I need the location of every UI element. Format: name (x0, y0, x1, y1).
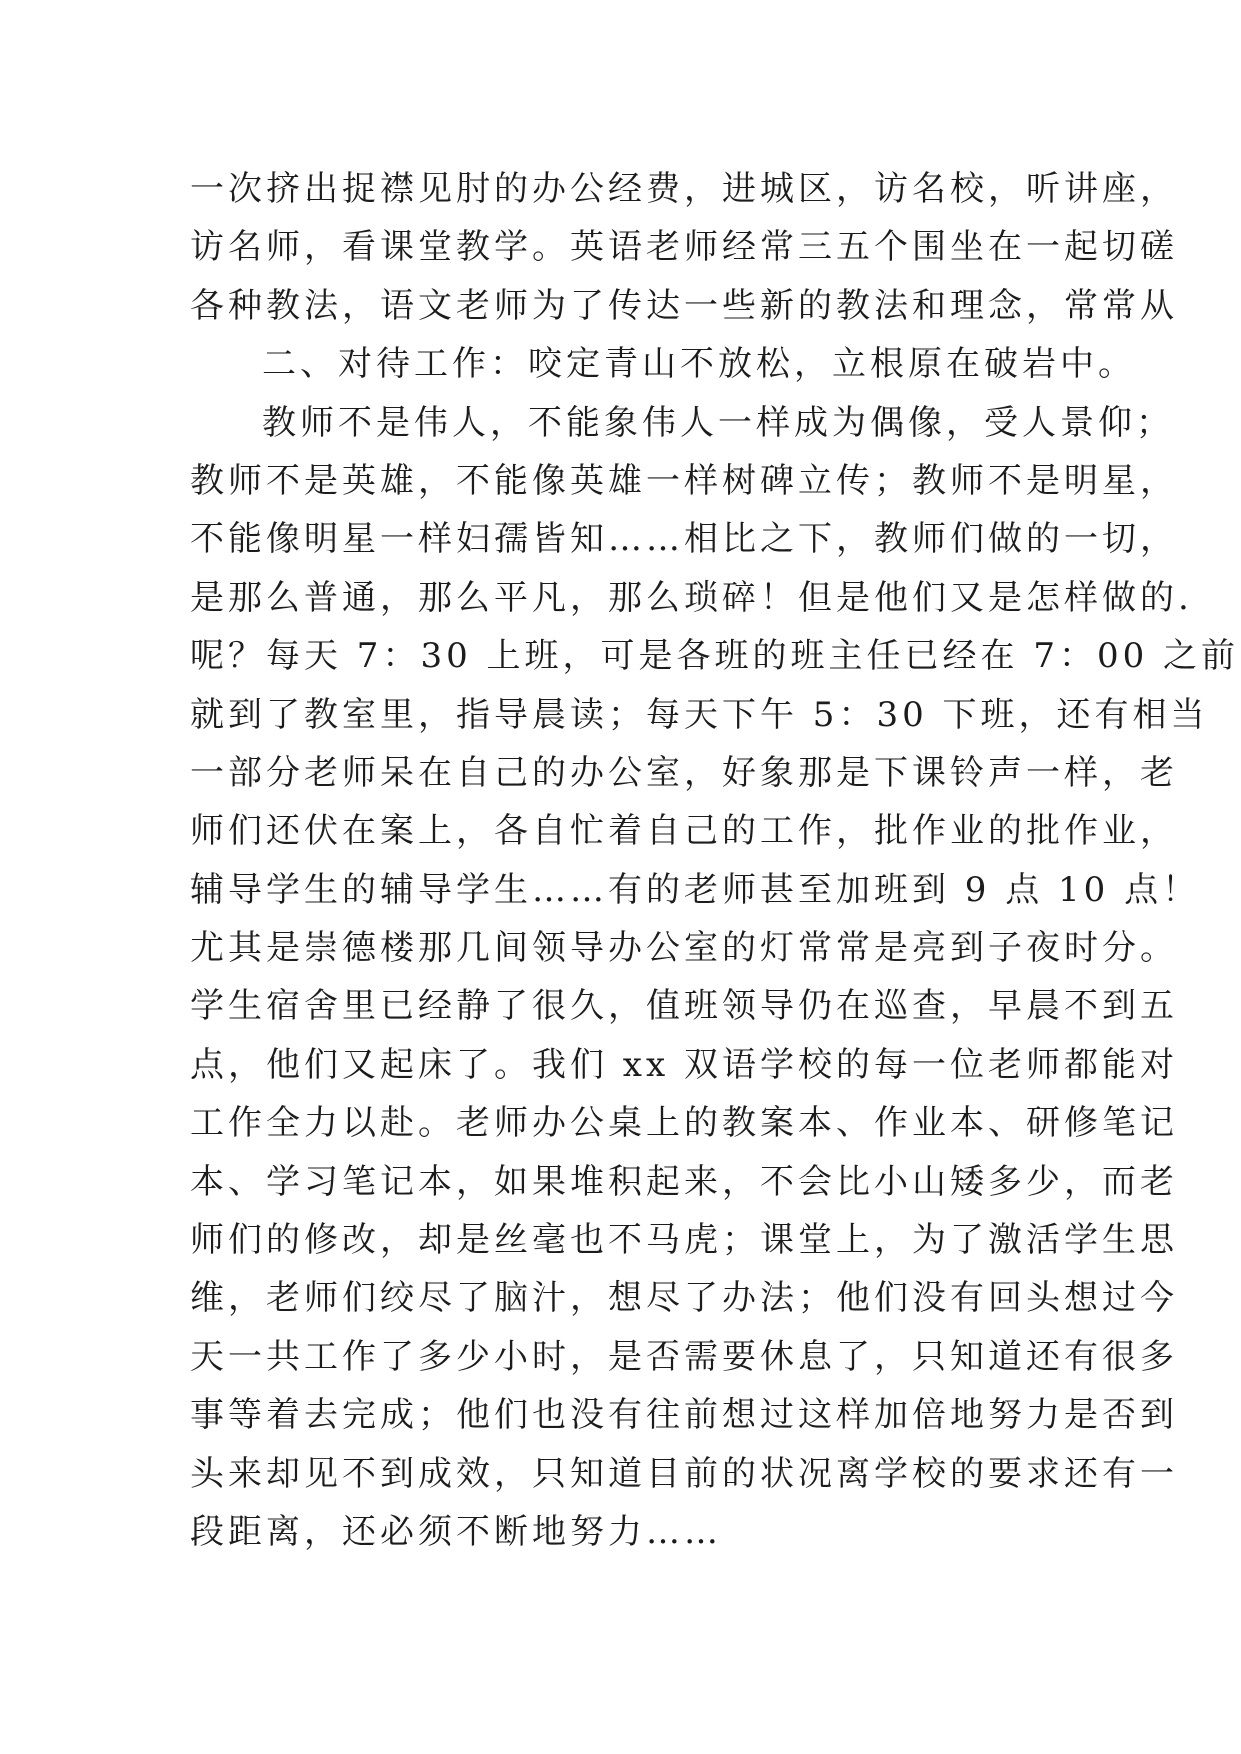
text-line: 点，他们又起床了。我们 xx 双语学校的每一位老师都能对 (190, 1044, 1178, 1085)
text-line: 尤其是崇德楼那几间领导办公室的灯常常是亮到子夜时分。 (190, 928, 1178, 969)
text-line: 段距离，还必须不断地努力…… (190, 1511, 722, 1552)
text-line: 本、学习笔记本，如果堆积起来，不会比小山矮多少，而老 (190, 1161, 1178, 1202)
text-line: 一次挤出捉襟见肘的办公经费，进城区，访名校，听讲座， (190, 169, 1178, 209)
text-line: 头来却见不到成效，只知道目前的状况离学校的要求还有一 (190, 1453, 1178, 1494)
text-line: 呢？每天 7：30 上班，可是各班的班主任已经在 7：00 之前 (190, 636, 1240, 677)
text-line: 一部分老师呆在自己的办公室，好象那是下课铃声一样，老 (190, 752, 1178, 793)
text-line: 学生宿舍里已经静了很久，值班领导仍在巡查，早晨不到五 (190, 986, 1178, 1027)
text-line: 师们还伏在案上，各自忙着自己的工作，批作业的批作业， (190, 811, 1178, 852)
text-line: 访名师，看课堂教学。英语老师经常三五个围坐在一起切磋 (190, 227, 1178, 268)
text-line: 教师不是伟人，不能象伟人一样成为偶像，受人景仰； (262, 402, 1174, 443)
text-line: 师们的修改，却是丝毫也不马虎；课堂上，为了激活学生思 (190, 1220, 1178, 1261)
text-line: 就到了教室里，指导晨读；每天下午 5：30 下班，还有相当 (190, 694, 1209, 735)
text-line: 是那么普通，那么平凡，那么琐碎！但是他们又是怎样做的. (190, 577, 1193, 618)
text-line: 工作全力以赴。老师办公桌上的教案本、作业本、研修笔记 (190, 1103, 1178, 1144)
text-line: 维，老师们绞尽了脑汁，想尽了办法；他们没有回头想过今 (190, 1278, 1178, 1319)
text-line: 各种教法，语文老师为了传达一些新的教法和理念，常常从 (190, 285, 1178, 326)
document-body (190, 160, 1240, 1561)
text-line: 不能像明星一样妇孺皆知……相比之下，教师们做的一切， (190, 519, 1178, 560)
text-line: 教师不是英雄，不能像英雄一样树碑立传；教师不是明星， (190, 460, 1178, 501)
text-line: 辅导学生的辅导学生……有的老师甚至加班到 9 点 10 点！ (190, 869, 1201, 910)
text-line: 天一共工作了多少小时，是否需要休息了，只知道还有很多 (190, 1336, 1178, 1377)
text-line: 二、对待工作：咬定青山不放松，立根原在破岩中。 (262, 344, 1136, 385)
text-line: 事等着去完成；他们也没有往前想过这样加倍地努力是否到 (190, 1395, 1178, 1436)
